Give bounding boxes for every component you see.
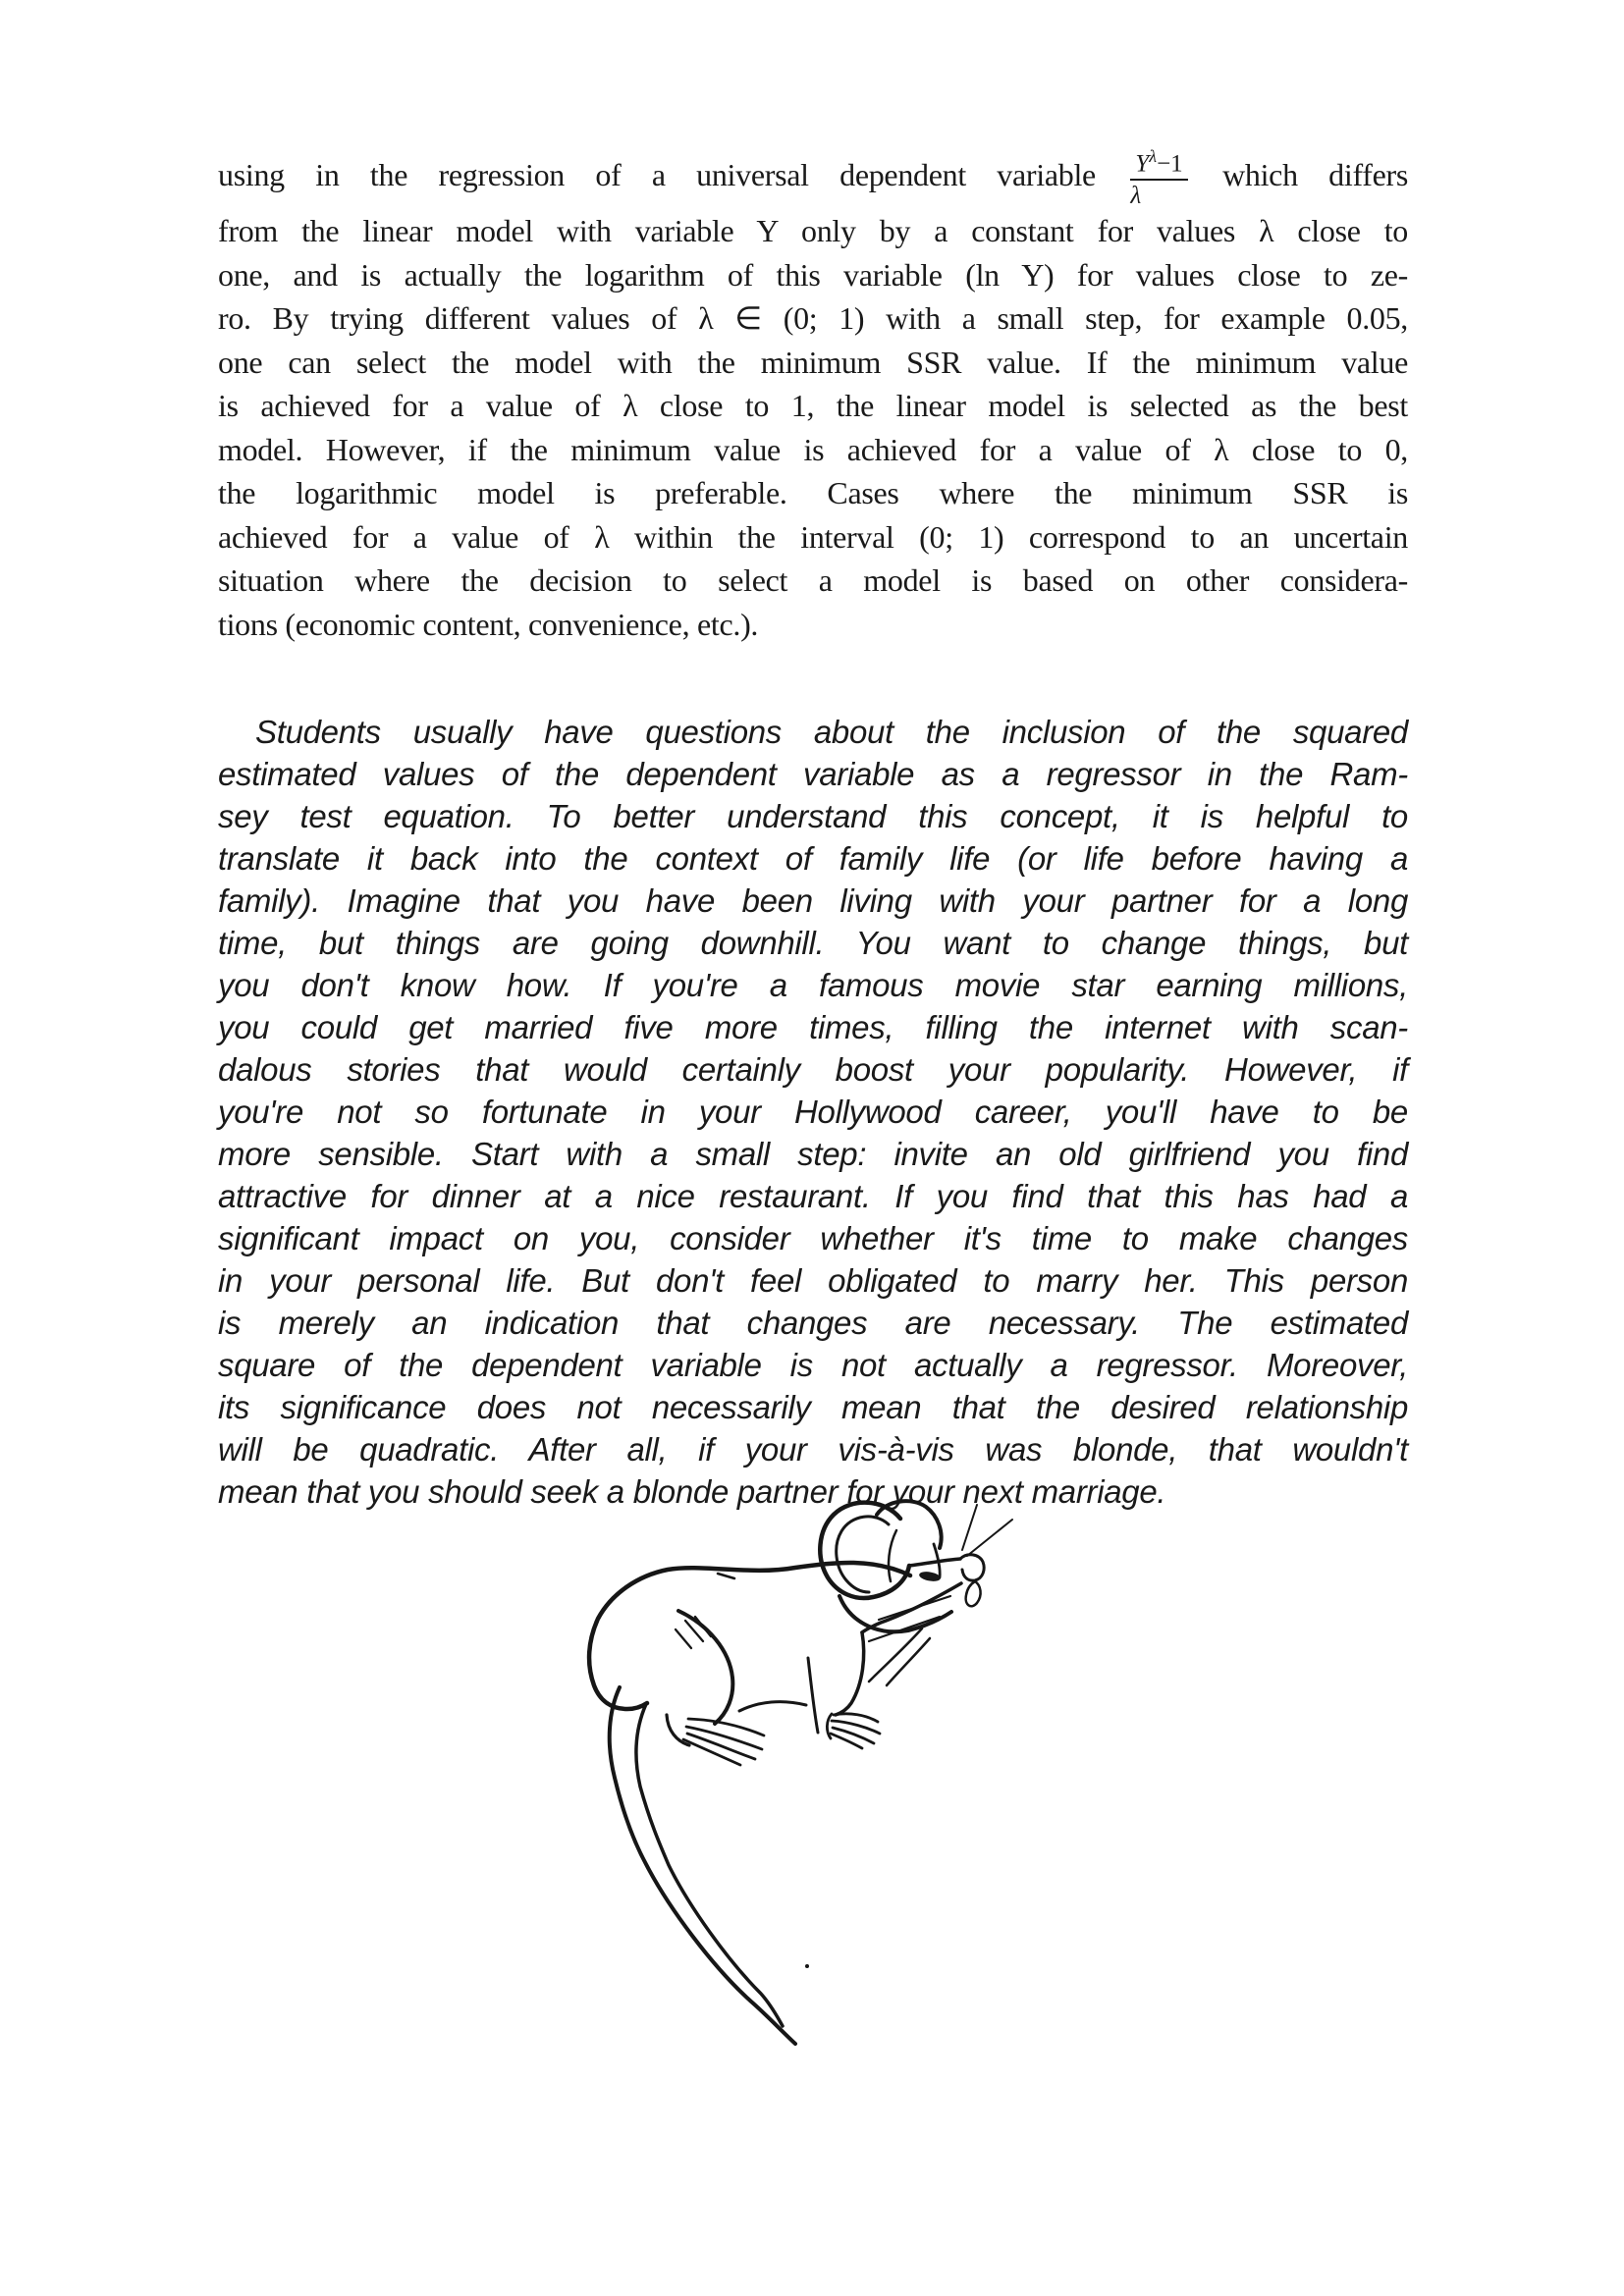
text-line: family). Imagine that you have been living with your partner for a long [218, 882, 1408, 919]
text-line: attractive for dinner at a nice restaurant. If you find that this has had a [218, 1178, 1408, 1214]
text-line: dalous stories that would certainly boost your popularity. However, if [218, 1051, 1408, 1088]
text-line: translate it back into the context of family life (or life before having a [218, 840, 1408, 877]
text-line: mean that you should seek a blonde partner for your next marriage. [218, 1473, 1166, 1510]
fraction-formula [1130, 147, 1187, 209]
text-line: one, and is actually the logarithm of this variable (ln Y) for values close to ze- [218, 256, 1408, 293]
line-text-after-formula: which differs [1222, 157, 1408, 193]
mouse-whisker [967, 1520, 1012, 1556]
text-line: is achieved for a value of λ close to 1, the linear model is selected as the best [218, 388, 1408, 424]
line-text-before-formula: using in the regression of a universal dependent variable [218, 157, 1096, 193]
mouse-nose [960, 1555, 984, 1580]
formula-minus-one: −1 [1157, 150, 1183, 178]
formula-lambda: λ [1130, 183, 1142, 210]
text-line: you could get married five more times, filling the internet with scan- [218, 1009, 1408, 1045]
text-line: is merely an indication that changes are necessary. The estimated [218, 1305, 1408, 1341]
text-line: from the linear model with variable Y only by a constant for values λ close to [218, 213, 1408, 249]
paragraph-ramsey-analogy [218, 711, 1408, 1513]
formula-exponent: λ [1149, 146, 1158, 166]
text-line: achieved for a value of λ within the interval (0; 1) correspond to an uncertain [218, 518, 1408, 555]
formula-variable: Y [1135, 150, 1150, 178]
text-line [218, 147, 1408, 209]
text-line: ro. By trying different values of λ ∈ (0; 1) with a small step, for example 0.05, [218, 300, 1408, 337]
text-line: you don't know how. If you're a famous movie star earning millions, [218, 967, 1408, 1003]
text-line: tions (economic content, convenience, etc.). [218, 606, 759, 642]
text-line: more sensible. Start with a small step: invite an old girlfriend you find [218, 1136, 1408, 1172]
text-line: square of the dependent variable is not actually a regressor. Moreover, [218, 1347, 1408, 1383]
text-line: situation where the decision to select a model is based on other considera- [218, 562, 1408, 599]
text-line: estimated values of the dependent variable as a regressor in the Ram- [218, 756, 1408, 792]
text-line: model. However, if the minimum value is achieved for a value of λ close to 0, [218, 431, 1408, 467]
paragraph-box-cox [218, 147, 1408, 646]
text-line: its significance does not necessarily mean that the desired relationship [218, 1389, 1408, 1425]
text-line: Students usually have questions about the inclusion of the squared [255, 714, 1408, 750]
text-line: will be quadratic. After all, if your vis-à-vis was blonde, that wouldn't [218, 1431, 1408, 1468]
text-line: one can select the model with the minimum SSR value. If the minimum value [218, 344, 1408, 380]
mouse-hind-foot [688, 1719, 764, 1735]
text-line: significant impact on you, consider whether it's time to make changes [218, 1220, 1408, 1256]
text-line: sey test equation. To better understand this concept, it is helpful to [218, 798, 1408, 834]
text-line: time, but things are going downhill. You want to change things, but [218, 925, 1408, 961]
text-line: you're not so fortunate in your Hollywood career, you'll have to be [218, 1094, 1408, 1130]
mouse-illustration [584, 1495, 1021, 2055]
mouse-hind-leg [678, 1611, 732, 1724]
mouse-eye [918, 1571, 941, 1583]
mouse-whisker [962, 1505, 977, 1550]
fraction-numerator [1130, 147, 1187, 181]
ink-dot [805, 1964, 809, 1968]
text-line: the logarithmic model is preferable. Cases where the minimum SSR is [218, 475, 1408, 511]
text-line: in your personal life. But don't feel obligated to marry her. This person [218, 1262, 1408, 1299]
fraction-denominator [1130, 181, 1187, 209]
